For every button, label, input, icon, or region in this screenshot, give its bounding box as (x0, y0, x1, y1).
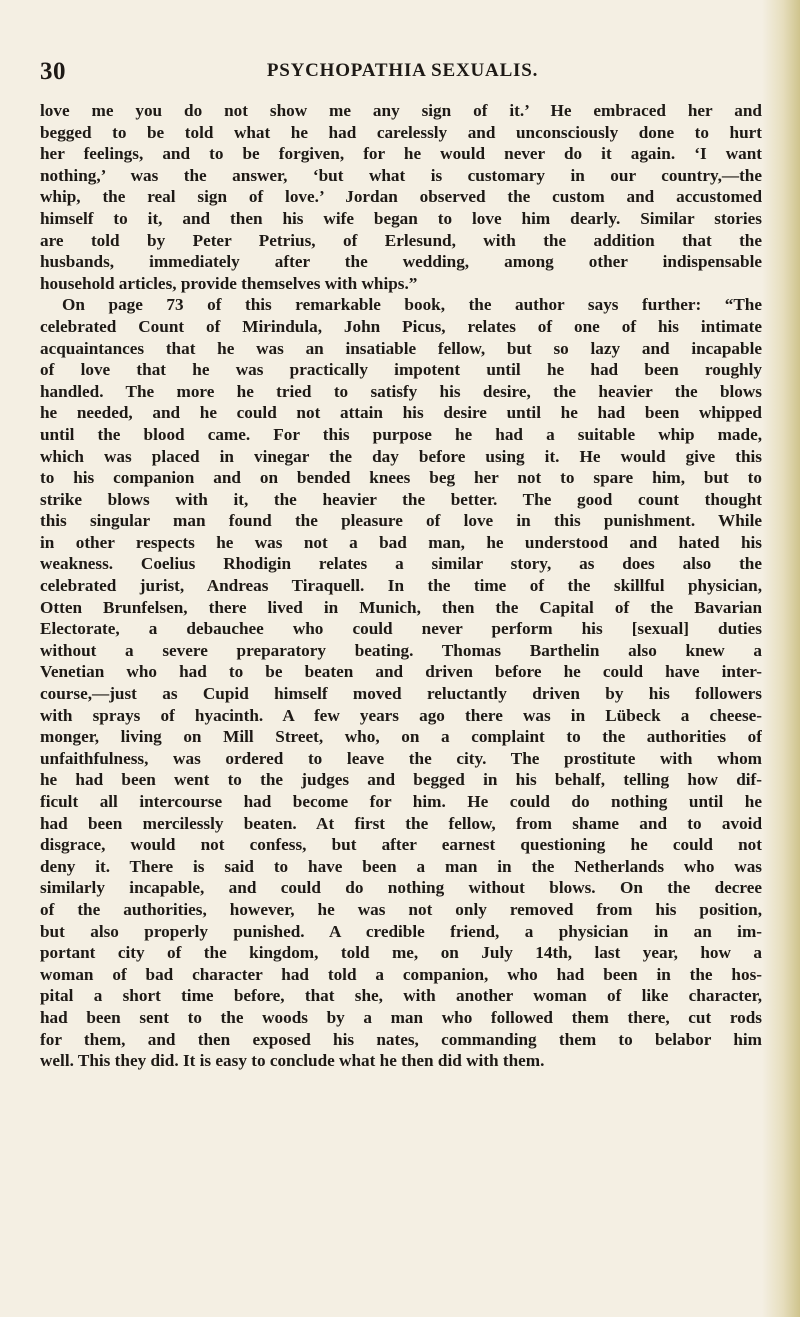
page-number: 30 (40, 58, 66, 85)
text-line: strike blows with it, the heavier the better. The good count thought (40, 489, 762, 509)
text-line: weakness. Coelius Rhodigin relates a similar story, as does also the (40, 554, 762, 574)
text-line: in other respects he was not a bad man, he understood and hated his (40, 532, 762, 552)
text-line: unfaithfulness, was ordered to leave the city. The prostitute with whom (40, 748, 762, 768)
text-line: had been sent to the woods by a man who followed them there, cut rods (40, 1007, 762, 1027)
body-text (40, 100, 762, 1072)
text-line: monger, living on Mill Street, who, on a complaint to the authorities of (40, 727, 762, 747)
text-line: acquaintances that he was an insatiable fellow, but so lazy and incapable (40, 338, 762, 358)
text-line: whip, the real sign of love.’ Jordan observed the custom and accustomed (40, 187, 762, 207)
text-line: Venetian who had to be beaten and driven before he could have inter- (40, 662, 762, 682)
text-line: this singular man found the pleasure of love in this punishment. While (40, 511, 762, 531)
text-line: her feelings, and to be forgiven, for he would never do it again. ‘I want (40, 144, 762, 164)
text-line: nothing,’ was the answer, ‘but what is customary in our country,—the (40, 165, 762, 185)
text-line: for them, and then exposed his nates, commanding them to belabor him (40, 1029, 762, 1049)
text-line: Otten Brunfelsen, there lived in Munich, then the Capital of the Bavarian (40, 597, 762, 617)
text-line: celebrated jurist, Andreas Tiraquell. In the time of the skillful physician, (40, 576, 762, 596)
text-line: deny it. There is said to have been a man in the Netherlands who was (40, 856, 762, 876)
text-line: until the blood came. For this purpose he had a suitable whip made, (40, 424, 762, 444)
text-line: household articles, provide themselves with whips.” (40, 273, 418, 293)
text-line: handled. The more he tried to satisfy his desire, the heavier the blows (40, 381, 762, 401)
text-line: with sprays of hyacinth. A few years ago there was in Lübeck a cheese- (40, 705, 762, 725)
text-line: Electorate, a debauchee who could never perform his [sexual] duties (40, 619, 762, 639)
text-line: well. This they did. It is easy to conclude what he then did with them. (40, 1051, 545, 1071)
text-line: portant city of the kingdom, told me, on July 14th, last year, how a (40, 943, 762, 963)
text-line: he needed, and he could not attain his desire until he had been whipped (40, 403, 762, 423)
text-line: love me you do not show me any sign of it.’ He embraced her and (40, 101, 762, 120)
text-line: which was placed in vinegar the day before using it. He would give this (40, 446, 762, 466)
text-line: celebrated Count of Mirindula, John Picus, relates of one of his intimate (40, 316, 762, 336)
page-header (40, 58, 765, 88)
text-line: of the authorities, however, he was not only removed from his position, (40, 899, 762, 919)
text-line: woman of bad character had told a companion, who had been in the hos- (40, 964, 762, 984)
text-line: pital a short time before, that she, with another woman of like character, (40, 986, 762, 1006)
text-line: without a severe preparatory beating. Thomas Barthelin also knew a (40, 640, 762, 660)
text-line: had been mercilessly beaten. At first the fellow, from shame and to avoid (40, 813, 762, 833)
running-title: PSYCHOPATHIA SEXUALIS. (266, 60, 539, 81)
text-line: himself to it, and then his wife began to love him dearly. Similar stories (40, 208, 762, 228)
text-line: are told by Peter Petrius, of Erlesund, with the addition that the (40, 230, 762, 250)
text-line: of love that he was practically impotent until he had been roughly (40, 360, 762, 380)
text-line: husbands, immediately after the wedding, among other indispensable (40, 252, 762, 272)
text-line: course,—just as Cupid himself moved reluctantly driven by his followers (40, 684, 762, 704)
text-line: On page 73 of this remarkable book, the author says further: “The (62, 295, 762, 315)
text-line: ficult all intercourse had become for him. He could do nothing until he (40, 792, 762, 811)
text-line: disgrace, would not confess, but after earnest questioning he could not (40, 835, 762, 855)
text-line: he had been went to the judges and begged in his behalf, telling how dif- (40, 770, 762, 790)
text-line: similarly incapable, and could do nothing without blows. On the decree (40, 878, 762, 898)
page-edge-shadow (762, 0, 800, 1317)
text-line: begged to be told what he had carelessly and unconsciously done to hurt (40, 122, 762, 142)
text-line: but also properly punished. A credible friend, a physician in an im- (40, 921, 762, 941)
text-line: to his companion and on bended knees beg her not to spare him, but to (40, 468, 762, 488)
